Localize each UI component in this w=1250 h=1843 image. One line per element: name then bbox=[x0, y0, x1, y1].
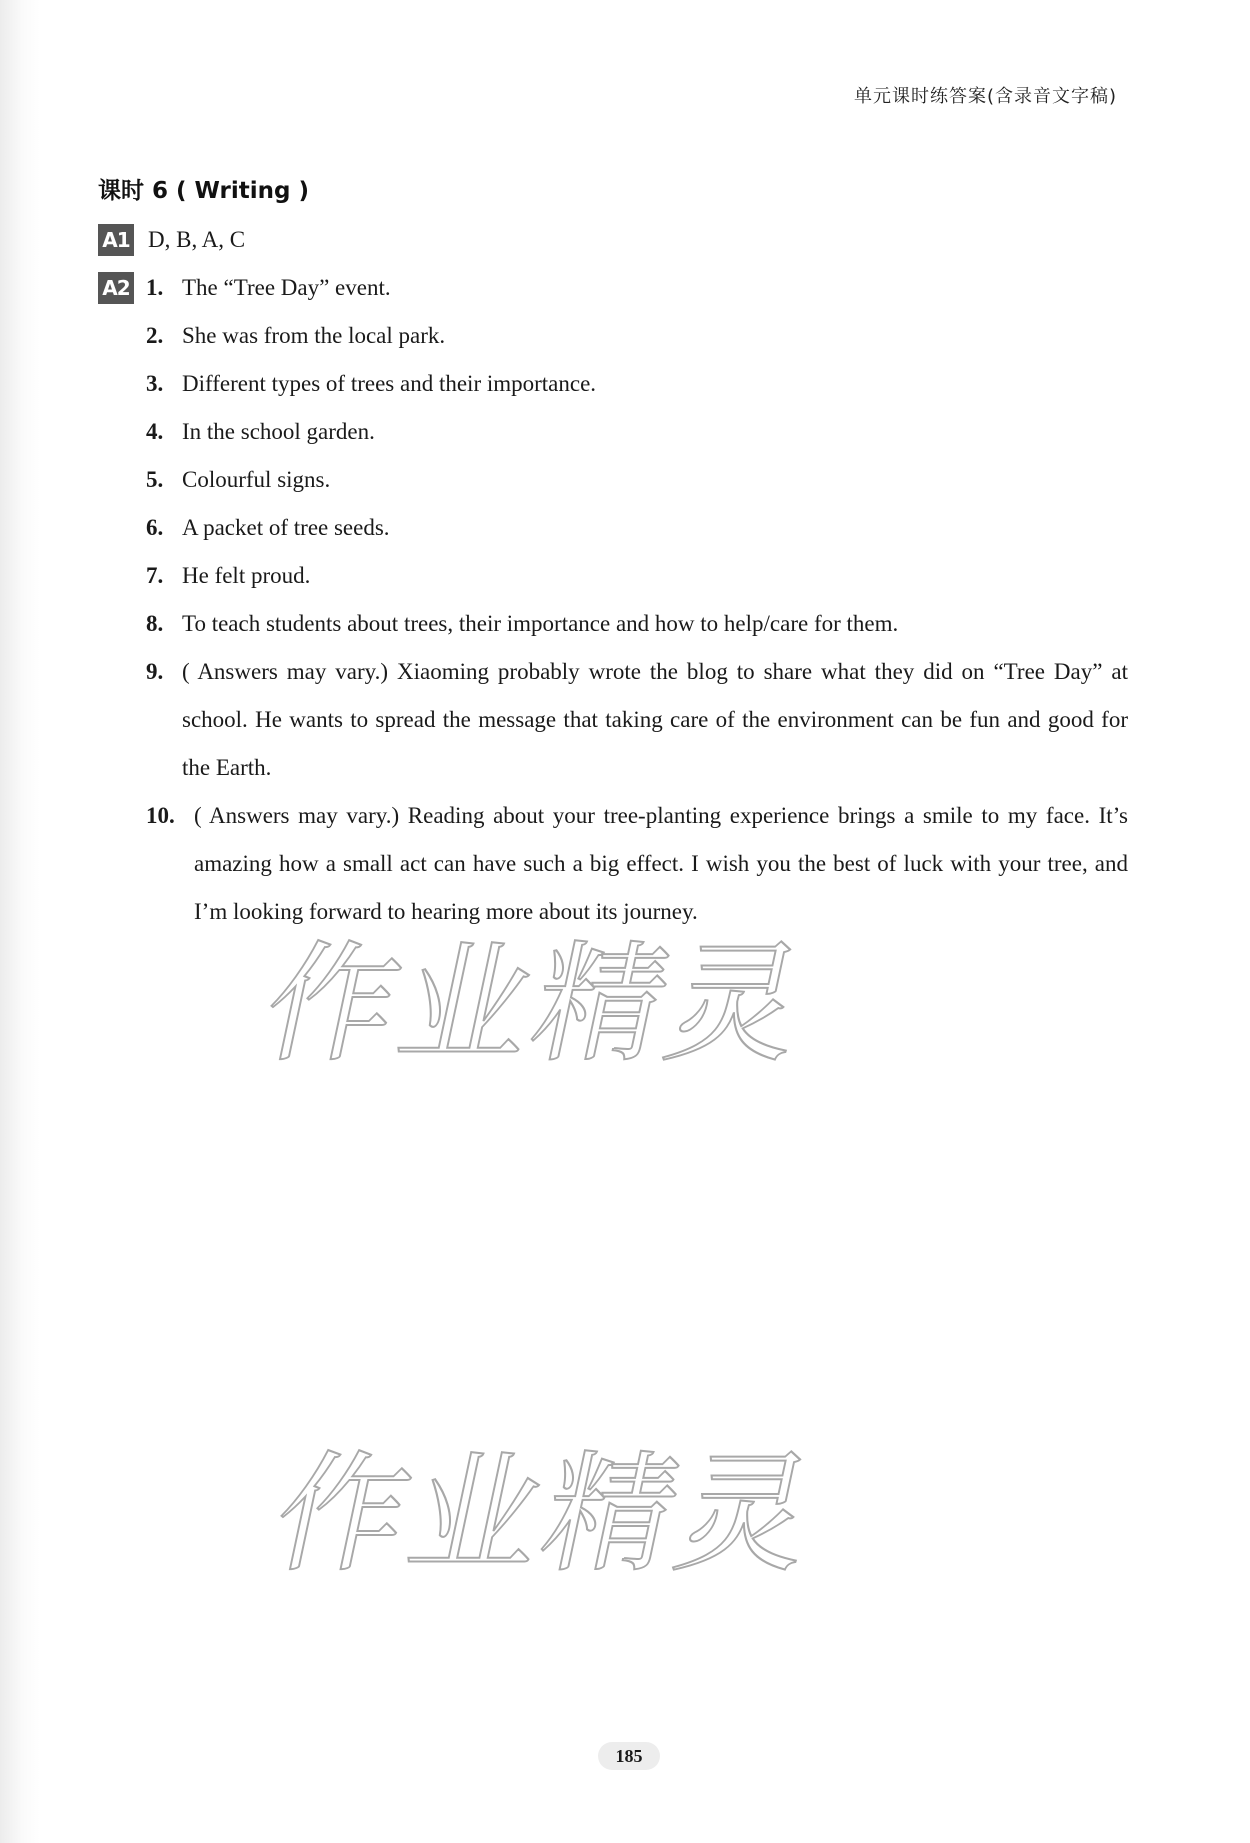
a2-item-5-text: Colourful signs. bbox=[182, 467, 331, 492]
a2-item-2-number: 2. bbox=[146, 323, 164, 348]
a2-item-5-number: 5. bbox=[146, 467, 164, 492]
a2-item-10-number: 10. bbox=[146, 803, 175, 828]
a2-item-8-number: 8. bbox=[146, 611, 164, 636]
a2-item-9-text: ( Answers may vary.) Xiaoming probably wrote the blog to share what they did on “Tree Day” at school. He wants to spread the message that taking care of the environment can be fun and good for the Earth. bbox=[182, 659, 1128, 780]
a2-item-7-text: He felt proud. bbox=[182, 563, 311, 588]
a2-item-4-number: 4. bbox=[146, 419, 164, 444]
running-header: 单元课时练答案(含录音文字稿) bbox=[853, 86, 1117, 107]
a2-item-2-text: She was from the local park. bbox=[182, 323, 446, 348]
a2-badge: A2 bbox=[98, 272, 134, 304]
a1-badge: A1 bbox=[98, 224, 134, 256]
a2-item-8-text: To teach students about trees, their importance and how to help/care for them. bbox=[182, 611, 899, 636]
a2-item-1-number: 1. bbox=[146, 275, 164, 300]
a2-item-6-number: 6. bbox=[146, 515, 164, 540]
a2-item-7-number: 7. bbox=[146, 563, 164, 588]
a2-item-3-number: 3. bbox=[146, 371, 164, 396]
section-title: 课时 6 ( Writing ) bbox=[98, 178, 309, 204]
a2-item-6-text: A packet of tree seeds. bbox=[182, 515, 390, 540]
watermark-bottom: 作业精灵 bbox=[261, 1438, 830, 1590]
a1-answer: D, B, A, C bbox=[148, 227, 246, 252]
watermark-top: 作业精灵 bbox=[251, 928, 820, 1080]
a2-item-9-number: 9. bbox=[146, 659, 164, 684]
a2-item-1-text: The “Tree Day” event. bbox=[182, 275, 391, 300]
a2-item-4-text: In the school garden. bbox=[182, 419, 375, 444]
page-number: 185 bbox=[598, 1742, 660, 1770]
a2-item-3-text: Different types of trees and their importance. bbox=[182, 371, 597, 396]
a2-item-10-text: ( Answers may vary.) Reading about your tree-planting experience brings a smile to my face. It’s amazing how a small act can have such a big effect. I wish you the best of luck with your tree, and I’m looking forward to hearing more about its journey. bbox=[194, 803, 1128, 924]
